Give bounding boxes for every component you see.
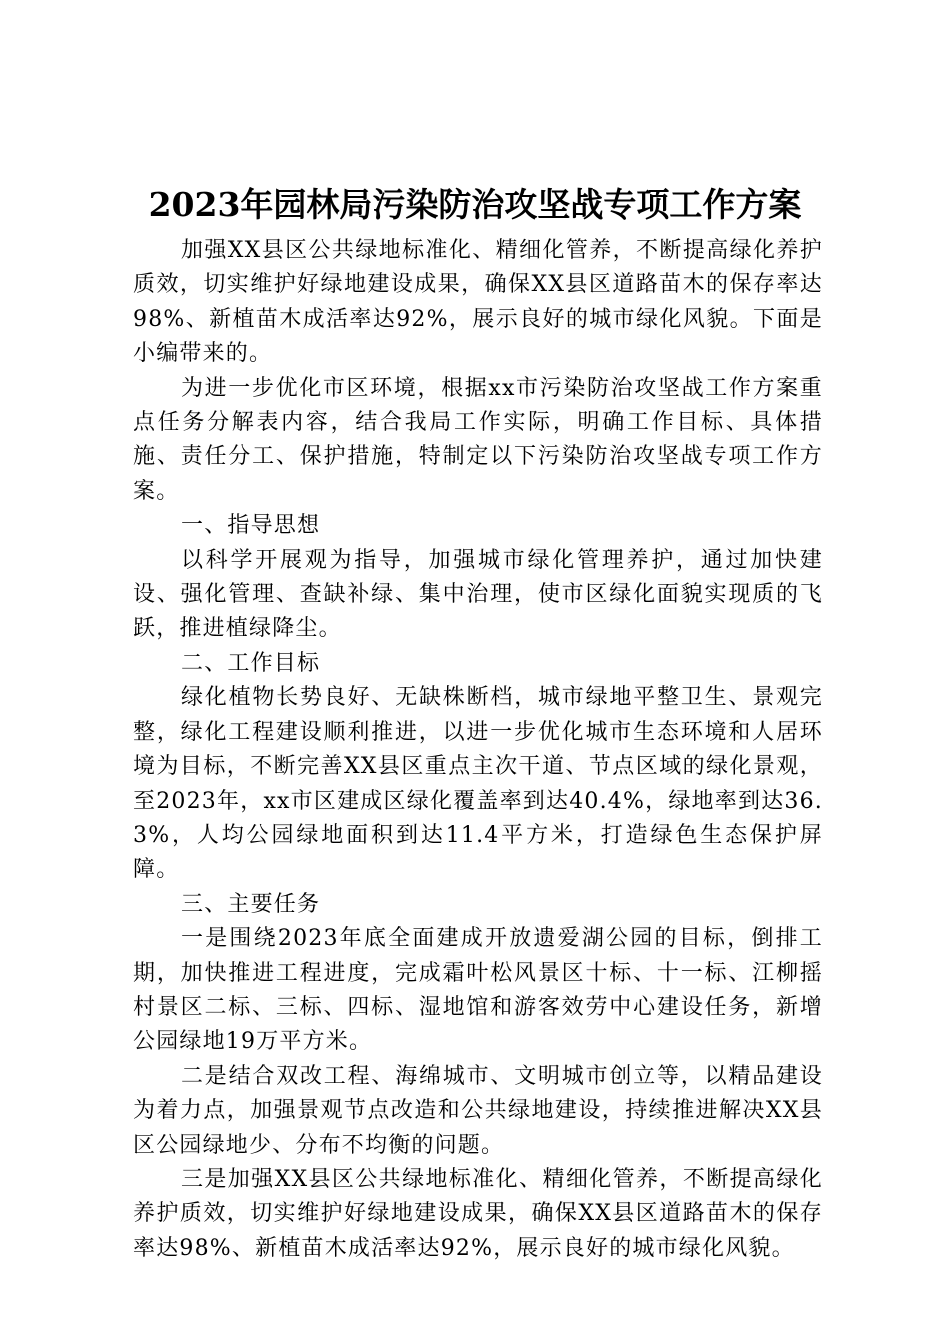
section-heading-guiding-thought: 一、指导思想 [181,513,321,539]
document-body [133,234,823,1266]
paragraph-work-goals: 绿化植物长势良好、无缺株断档，城市绿地平整卫生、景观完整，绿化工程建设顺利推进，以进一步优化城市生态环境和人居环境为目标，不断完善XX县区重点主次干道、节点区域的绿化景观，至2023年，xx市区建成区绿化覆盖率到达40.4%，绿地率到达36.3%，人均公园绿地面积到达11.4平方米，打造绿色生态保护屏障。 [133,685,823,883]
paragraph-guiding-thought: 以科学开展观为指导，加强城市绿化管理养护，通过加快建设、强化管理、查缺补绿、集中治理，使市区绿化面貌实现质的飞跃，推进植绿降尘。 [133,547,823,642]
paragraph-purpose: 为进一步优化市区环境，根据xx市污染防治攻坚战工作方案重点任务分解表内容，结合我局工作实际，明确工作目标、具体措施、责任分工、保护措施，特制定以下污染防治攻坚战专项工作方案。 [133,375,823,504]
paragraph-task-three: 三是加强XX县区公共绿地标准化、精细化管养，不断提高绿化养护质效，切实维护好绿地建设成果，确保XX县区道路苗木的保存率达98%、新植苗木成活率达92%，展示良好的城市绿化风貌。 [133,1166,823,1261]
section-heading-main-tasks: 三、主要任务 [181,891,321,917]
paragraph-intro: 加强XX县区公共绿地标准化、精细化管养，不断提高绿化养护质效，切实维护好绿地建设成果，确保XX县区道路苗木的保存率达98%、新植苗木成活率达92%，展示良好的城市绿化风貌。下面是小编带来的。 [133,238,823,367]
paragraph-task-one: 一是围绕2023年底全面建成开放遗爱湖公园的目标，倒排工期，加快推进工程进度，完成霜叶松风景区十标、十一标、江柳摇村景区二标、三标、四标、湿地馆和游客效劳中心建设任务，新增公园绿地19万平方米。 [133,926,823,1055]
document-title: 2023年园林局污染防治攻坚战专项工作方案 [148,185,802,224]
paragraph-task-two: 二是结合双改工程、海绵城市、文明城市创立等，以精品建设为着力点，加强景观节点改造和公共绿地建设，持续推进解决XX县区公园绿地少、分布不均衡的问题。 [133,1063,823,1158]
section-heading-work-goals: 二、工作目标 [181,650,321,676]
